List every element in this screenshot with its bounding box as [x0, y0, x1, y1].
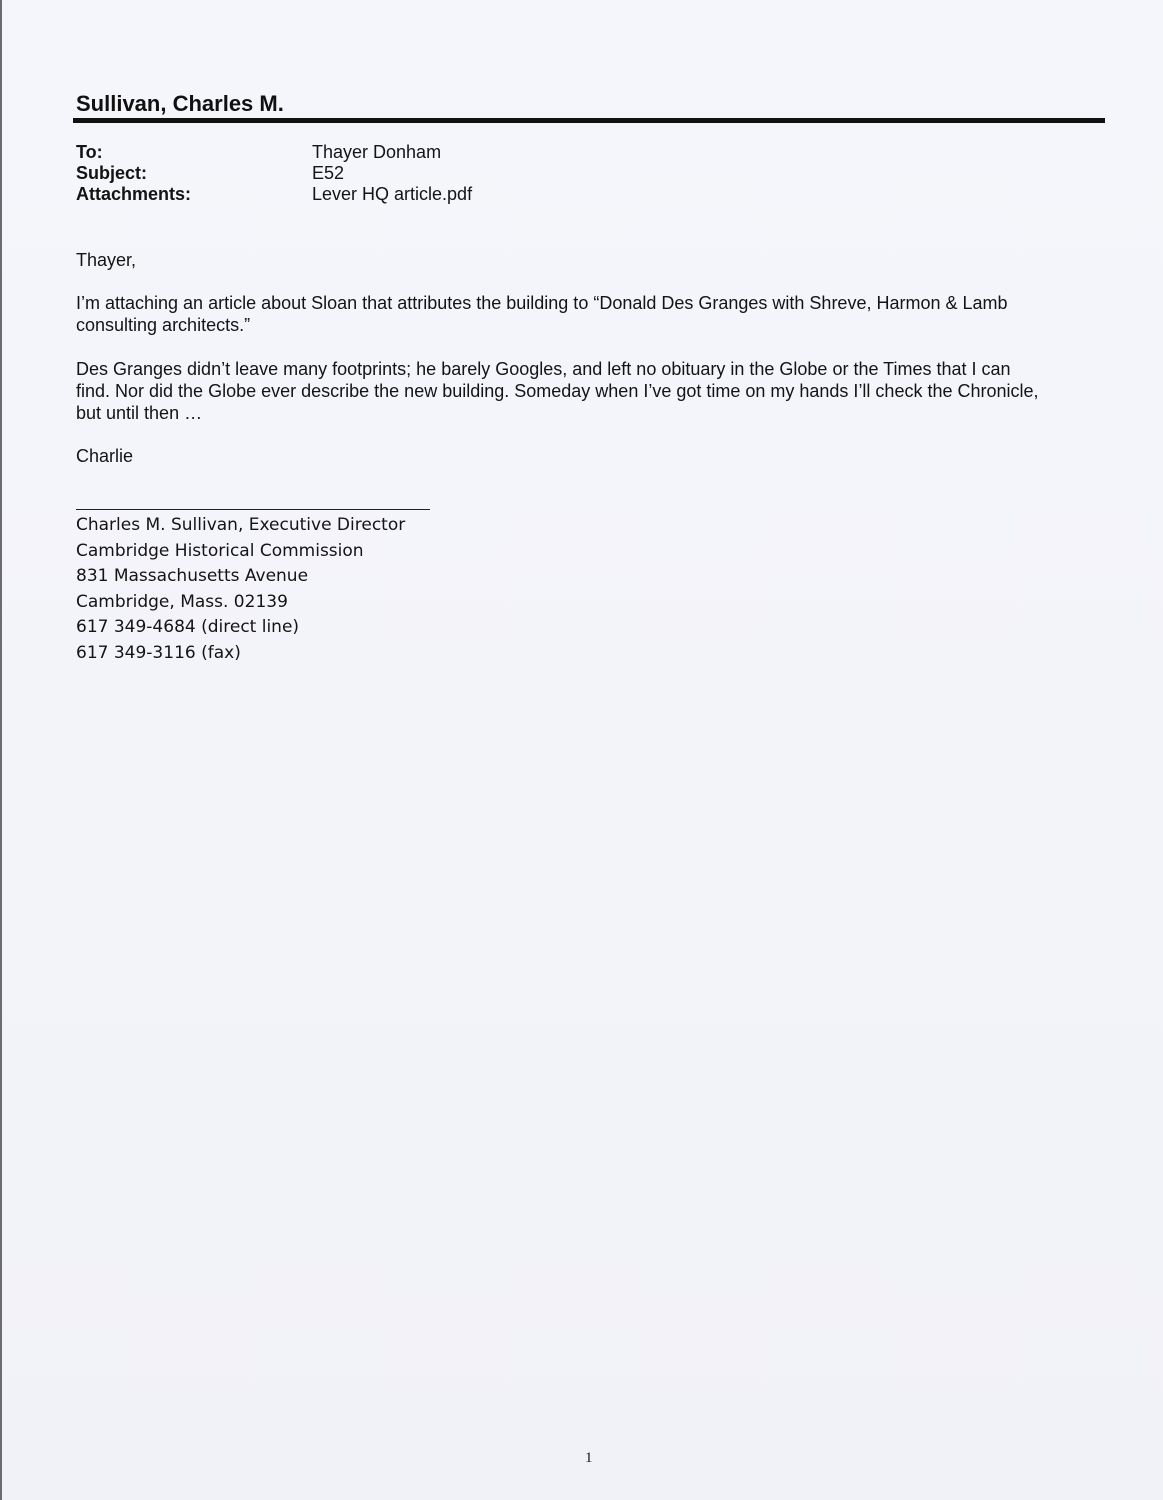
signature-line: 617 349-4684 (direct line) [76, 617, 300, 637]
scan-edge [0, 0, 2, 1500]
attachment-name: Lever HQ article.pdf [312, 184, 473, 204]
signature-line: Cambridge, Mass. 02139 [76, 592, 288, 612]
paragraph-1-line-2: consulting architects.” [76, 315, 251, 335]
header-label: Attachments: [76, 184, 192, 204]
paragraph-1-line-1: I’m attaching an article about Sloan that attributes the building to “Donald Des Granges with Shreve, Harmon & Lamb [76, 293, 1008, 313]
greeting: Thayer, [76, 250, 137, 270]
header-value: Thayer Donham [312, 142, 442, 162]
header-label: Subject: [76, 163, 148, 183]
paragraph-2-line-2: find. Nor did the Globe ever describe the new building. Someday when I’ve got time on my hands I’ll check the Chronicle, [76, 381, 1039, 401]
closing: Charlie [76, 446, 134, 466]
signature-line: 617 349-3116 (fax) [76, 643, 241, 663]
signature-line: Charles M. Sullivan, Executive Director [76, 515, 406, 535]
header-value: E52 [312, 163, 345, 183]
page-number: 1 [585, 1450, 593, 1466]
paragraph-2-line-1: Des Granges didn’t leave many footprints; he barely Googles, and left no obituary in the Globe or the Times that I can [76, 359, 1011, 379]
signature-rule [76, 509, 430, 510]
header-label: To: [76, 142, 103, 162]
signature-line: Cambridge Historical Commission [76, 541, 364, 561]
signature-line: 831 Massachusetts Avenue [76, 566, 309, 586]
sender-name: Sullivan, Charles M. [76, 91, 284, 116]
paragraph-2-line-3: but until then … [76, 403, 203, 423]
header-rule [73, 118, 1105, 123]
